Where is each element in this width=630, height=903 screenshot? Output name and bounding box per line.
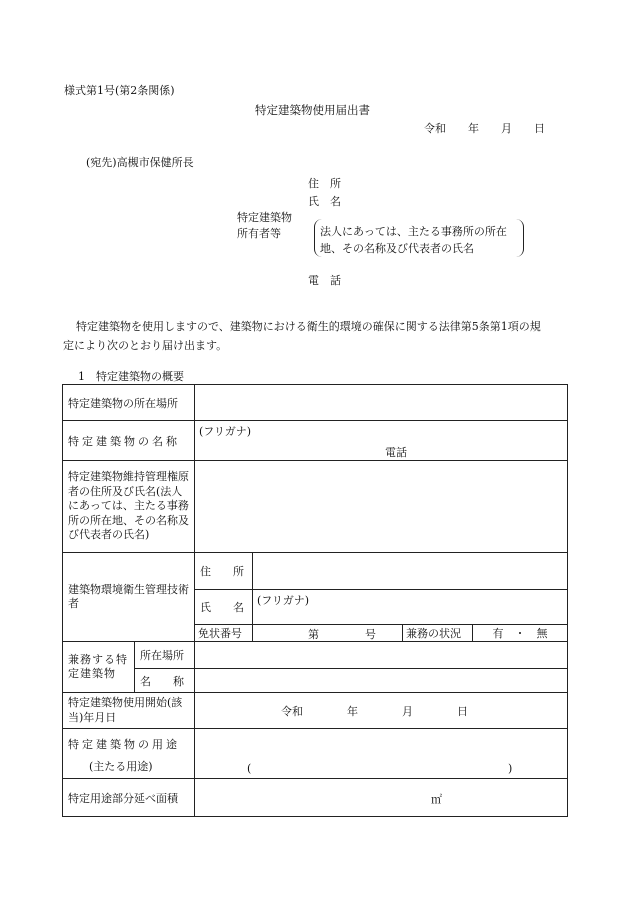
concurrent-name-field[interactable] xyxy=(195,669,568,693)
start-date-field[interactable] xyxy=(195,693,568,729)
row-engineer-address xyxy=(63,553,568,590)
date-line: 令和 年 月 日 xyxy=(424,122,545,135)
concurrent-name-label: 名 称 xyxy=(135,669,195,693)
engineer-furigana: (フリガナ) xyxy=(257,594,310,607)
addressee: (宛先)高槻市保健所長 xyxy=(86,156,194,169)
start-date-label: 特定建築物使用開始(該当)年月日 xyxy=(63,693,195,729)
location-field[interactable] xyxy=(195,385,568,421)
row-concurrent-location xyxy=(63,642,568,669)
row-location xyxy=(63,385,568,421)
use-paren-open: ( xyxy=(247,762,252,775)
row-building-name xyxy=(63,421,568,461)
corp-note-line1: 法人にあっては、主たる事務所の所在 xyxy=(320,225,507,238)
use-label: 特定建築物の用途 xyxy=(68,738,180,751)
form-title: 特定建築物使用届出書 xyxy=(255,103,370,117)
body-text-line2: 定により次のとおり届け出ます。 xyxy=(63,339,228,352)
area-unit: ㎡ xyxy=(431,793,442,806)
owner-label-line2: 所有者等 xyxy=(237,227,281,240)
row-start-date xyxy=(63,693,568,729)
name-furigana: (フリガナ) xyxy=(199,425,252,438)
engineer-name-label: 氏 名 xyxy=(195,590,253,625)
use-paren-close: ) xyxy=(508,762,513,775)
engineer-address-field[interactable] xyxy=(253,553,568,590)
corp-note xyxy=(320,223,507,257)
rights-holder-label: 特定建築物維持管理権原者の住所及び氏名(法人にあっては、主たる事務所の所在地、その名称及び代表者の氏名) xyxy=(63,461,195,553)
area-field[interactable] xyxy=(195,779,568,817)
license-dai: 第 xyxy=(308,628,319,641)
license-label: 免状番号 xyxy=(195,625,253,642)
owner-name-label: 氏 名 xyxy=(308,195,341,208)
building-name-field[interactable] xyxy=(195,421,568,461)
corp-note-line2: 地、その名称及び代表者の氏名 xyxy=(320,242,474,255)
owner-label-line1: 特定建築物 xyxy=(237,211,292,224)
row-use xyxy=(63,729,568,779)
concurrent-status-label: 兼務の状況 xyxy=(403,625,473,642)
use-label-cell xyxy=(63,729,195,779)
concurrent-status-value[interactable]: 有 ・ 無 xyxy=(473,625,568,642)
concurrent-location-field[interactable] xyxy=(195,642,568,669)
rights-holder-field[interactable] xyxy=(195,461,568,553)
main-use-label: (主たる用途) xyxy=(89,760,153,773)
engineer-label: 建築物環境衛生管理技術者 xyxy=(63,553,195,642)
license-go: 号 xyxy=(365,628,376,641)
row-area xyxy=(63,779,568,817)
area-label: 特定用途部分延べ面積 xyxy=(63,779,195,817)
use-field[interactable] xyxy=(195,729,568,779)
concurrent-location-label: 所在場所 xyxy=(135,642,195,669)
owner-address-label: 住 所 xyxy=(308,177,341,190)
section-heading: 1 特定建築物の概要 xyxy=(78,370,184,383)
location-label: 特定建築物の所在場所 xyxy=(63,385,195,421)
building-overview-table xyxy=(62,384,568,817)
form-number: 様式第1号(第2条関係) xyxy=(64,84,175,97)
engineer-address-label: 住 所 xyxy=(195,553,253,590)
row-rights-holder xyxy=(63,461,568,553)
engineer-name-field[interactable] xyxy=(253,590,568,625)
start-date-value: 令和 年 月 日 xyxy=(281,705,468,718)
building-name-label: 特定建築物の名称 xyxy=(63,421,195,461)
concurrent-building-label: 兼務する特定建築物 xyxy=(63,642,135,693)
license-number-field[interactable] xyxy=(253,625,403,642)
body-text-line1: 特定建築物を使用しますので、建築物における衛生的環境の確保に関する法律第5条第1項の規 xyxy=(76,320,541,333)
owner-phone-label: 電 話 xyxy=(308,274,341,287)
name-phone-label: 電話 xyxy=(385,446,407,459)
row-concurrent-name xyxy=(63,669,568,693)
